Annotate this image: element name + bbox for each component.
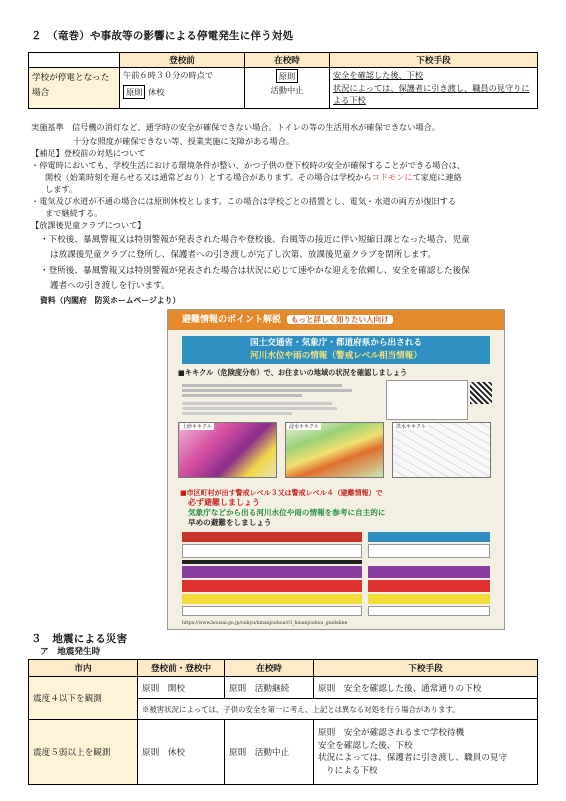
poster-level-band4: 早めの避難をしましょう [188,518,272,527]
supplement-bullet2a: ・電気及び水道が不通の場合には原則休校とします。この場合は学校ごとの措置とし、電気・水道の両方が復旧する [31,196,457,206]
qr-code-icon [470,382,492,404]
eq-row2-d1: 原則 安全が確認されるまで学校待機 [318,728,465,738]
level5-row-right [368,544,490,558]
eq-row2-d2: 安全を確認した後、下校 [318,740,413,751]
at-school-action: 活動中止 [270,85,304,95]
eq-row2-label: 震度５弱以上を観測 [29,720,138,785]
afterschool-bullet1b: は放課後児童クラブに登所し、保護者への引き渡しが完了し次第、放課後児童クラブを閉所します。 [50,250,437,260]
eq-row1-label: 震度４以下を観測 [29,677,138,720]
map3-label: 洪水キキクル [396,424,426,430]
eq-row2-before: 原則 休校 [138,720,225,785]
before-school-time: 午前６時３０分の時点で [123,70,214,80]
header-before-school: 登校前 [120,53,245,68]
poster-phone-graphic [386,380,468,420]
poster-url: https://www.bousai.go.jp/oukyu/hinanjouhou/r3_hinanjouhou_guideline [182,621,348,626]
poster-banner-line2: 河川水位や雨の情報（警戒レベル相当情報） [250,351,422,361]
criteria-line2: 十分な照度が確保できない等、授業実施に支障がある場合。 [73,136,295,146]
level1-row [182,606,362,616]
poster-level-band2: 必ず避難しましょう [188,498,260,507]
eq-header-dismissal: 下校手段 [314,660,538,677]
map-landslide [178,422,277,478]
eq-row1-before: 原則 開校 [138,677,225,699]
source-note: 資料（内閣府 防災ホームページより） [40,296,181,305]
evacuation-info-poster [167,309,505,630]
codmon-red-text: コドモンに [371,172,413,182]
earthquake-table [28,659,538,785]
poster-blue-banner [182,336,490,364]
header-at-school: 在校時 [245,53,330,68]
eq-row2-at: 原則 活動中止 [225,720,314,785]
eq-row1-at: 原則 活動継続 [225,677,314,699]
level2-row-right [368,594,490,604]
level4-row [182,566,362,578]
power-outage-table [28,52,538,109]
poster-level-band3: 気象庁などから出る河川水位や雨の情報を参考に自主的に [188,508,386,517]
at-school-principle-box: 原則 [276,69,298,83]
poster-level-band1: ■市区町村が出す警戒レベル３又は警戒レベル４（避難情報）で [180,489,383,497]
poster-kikikuru-heading: ■キキクル（危険度分布）で、お住まいの地域の状況を確認しましょう [178,368,408,377]
level1-row-right [368,606,490,616]
dismissal-line2: 状況によっては、保護者に引き渡し、職員の見守りによる下校 [333,82,530,105]
poster-kikikuru-body [182,382,362,417]
poster-header-title: 避難情報のポイント解説 [182,315,282,325]
criteria-line1: 実施基準 信号機の消灯など、通学時の安全が確保できない場合。トイレの等の生活用水が確保できない場合。 [31,122,440,132]
dismissal-line1: 安全を確認した後、下校 [333,70,424,80]
eq-row2-d4: りによる下校 [326,765,378,776]
corner-cell [29,53,120,68]
level2-row [182,594,362,604]
eq-row1-note: ※被害状況によっては、子供の安全を第一に考え、上記とは異なる対処を行う場合があります。 [138,699,538,720]
level3-row-right [368,580,490,592]
level5-row [182,544,362,558]
map-flood-inundation [285,422,384,478]
eq-header-before: 登校前・登校中 [138,660,225,677]
map2-label: 浸水キキクル [289,424,319,430]
level-header-left [182,532,362,542]
before-school-principle-box: 原則 [123,85,145,99]
poster-header [168,310,504,330]
afterschool-bullet1a: ・下校後、暴風警報又は特別警報が発表された場合や登校後、台風等の接近に伴い短縮日課となった場合、児童 [40,235,470,245]
cell-dismissal [330,68,538,109]
section2-title: ２ （竜巻）や事故等の影響による停電発生に伴う対処 [31,30,294,42]
eq-row2-dismissal [314,720,538,785]
supplement-title: 【補足】登校前の対処について [31,148,146,158]
level-divider [182,560,362,564]
supplement-bullet1b [45,171,555,183]
supplement-bullet1b-text: 開校（始業時刻を遅らせる又は通常どおり）とする場合があります。その場合は学校から [45,172,372,182]
eq-header-city: 市内 [29,660,138,677]
cell-at-school [245,68,330,109]
poster-banner-line1: 国土交通省・気象庁・都道府県から出される [250,338,422,348]
cell-before-school [120,68,245,109]
level4-row-right [368,566,490,578]
eq-row1-dismissal: 原則 安全を確認した後、通常通りの下校 [314,677,538,699]
supplement-bullet1a: ・停電時においても、学校生活における環境条件が整い、かつ子供の登下校時の安全が確保することができる場合は、 [31,160,465,170]
eq-header-at: 在校時 [225,660,314,677]
poster-level-table [182,532,490,618]
level-header-right [368,532,490,542]
row-label-outage: 学校が停電となった場合 [29,68,120,109]
before-school-action: 休校 [148,86,165,97]
afterschool-bullet2a: ・登所後、暴風警報又は特別警報が発表された場合は状況に応じて速やかな迎えを依頼し、安全を確認した後保 [40,266,470,276]
supplement-bullet2b: まで継続する。 [45,208,103,218]
map-river-flood [392,422,491,478]
section3-title: ３ 地震による災害 [31,633,128,645]
poster-header-tag: もっと詳しく知りたい人向け [287,315,393,324]
map1-label: 土砂キキクル [182,424,212,430]
supplement-bullet1d: て家庭に連絡 [412,172,462,182]
supplement-bullet1e: します。 [45,184,78,194]
eq-row2-d3: 状況によっては、保護者に引き渡し、職員の見守 [318,753,508,763]
header-dismissal: 下校手段 [330,53,538,68]
afterschool-title: 【放課後児童クラブについて】 [31,220,146,230]
afterschool-bullet2b: 護者への引き渡しを行います。 [50,281,170,291]
level3-row [182,580,362,592]
section3-subtitle: ア 地震発生時 [40,647,101,657]
